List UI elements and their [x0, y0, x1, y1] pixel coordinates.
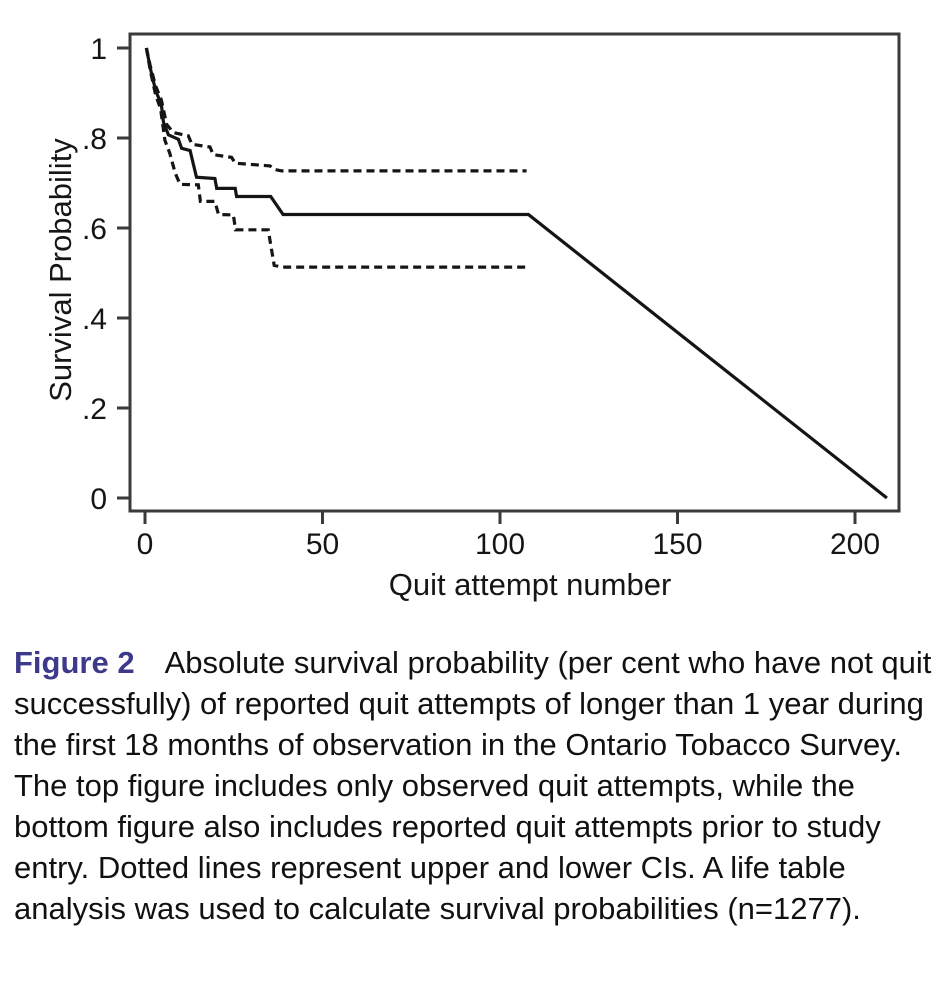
x-axis-title: Quit attempt number	[388, 567, 672, 602]
y-tick-label: .4	[81, 303, 107, 336]
series-upper-ci-line	[146, 48, 526, 171]
series-survival-line	[146, 48, 887, 498]
x-tick-label: 200	[829, 528, 881, 561]
y-tick-label: .8	[81, 123, 107, 156]
y-tick-label: 0	[90, 483, 107, 516]
y-axis-title: Survival Probability	[43, 138, 78, 402]
x-tick-label: 150	[652, 528, 703, 561]
series-lower-ci-line	[146, 48, 526, 267]
plot-frame	[130, 34, 899, 511]
caption-text: Absolute survival probability (per cent who have not quit successfully) of reported quit attempts of longer than 1 year during the first 18 months of observation in the Ontario Tobacco Survey. The top figure includes only observed quit attempts, while the bottom figure also includes reported quit attempts prior to study entry. Dotted lines represent upper and lower CIs. A life table analysis was used to calculate survival probabilities (n=1277).	[14, 645, 932, 926]
x-tick-label: 50	[305, 528, 340, 561]
figure-caption	[14, 642, 934, 929]
y-tick-label: 1	[90, 33, 107, 66]
x-tick-label: 0	[136, 528, 154, 561]
y-tick-label: .2	[81, 393, 107, 426]
figure-label: Figure 2	[14, 645, 135, 680]
x-tick-label: 100	[474, 528, 526, 561]
y-tick-label: .6	[81, 213, 107, 246]
